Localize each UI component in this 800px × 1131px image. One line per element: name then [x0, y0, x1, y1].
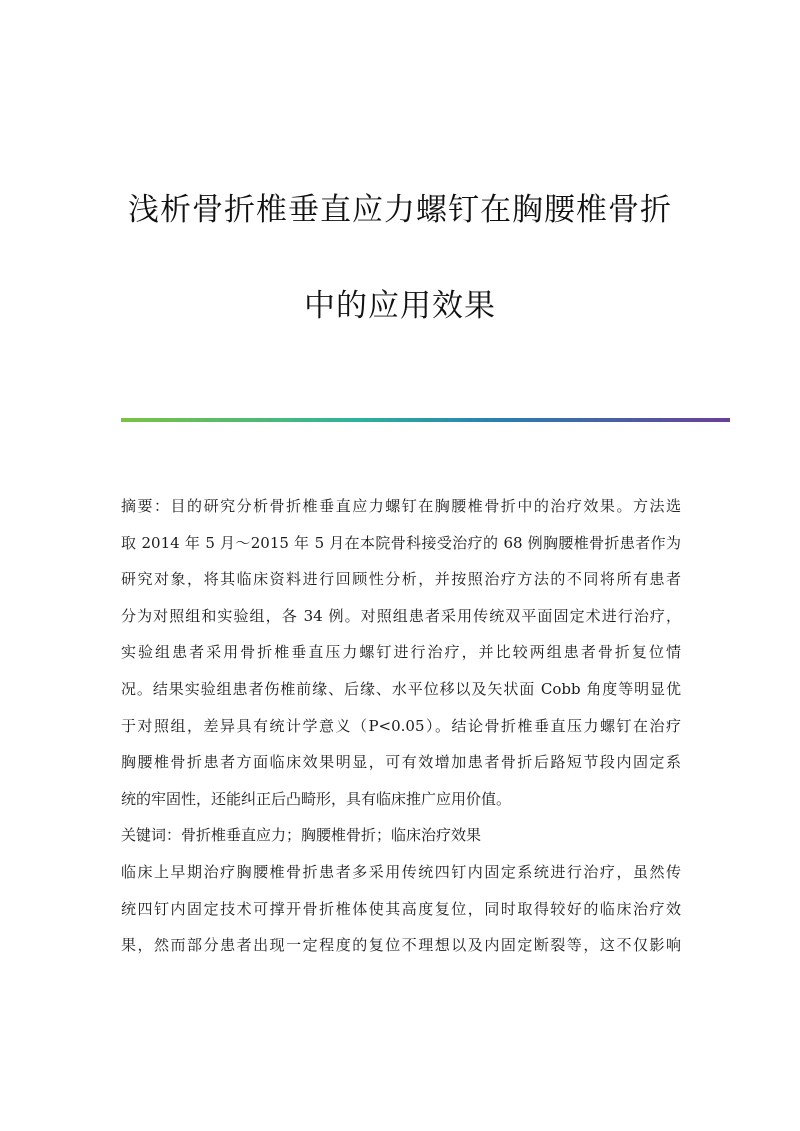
abstract-line: 于对照组，差异具有统计学意义（P<0.05）。结论骨折椎垂直压力螺钉在治疗 [121, 716, 681, 735]
title-divider [121, 418, 730, 422]
abstract-line: 况。结果实验组患者伤椎前缘、后缘、水平位移以及矢状面 Cobb 角度等明显优 [121, 679, 681, 698]
abstract-line: 统的牢固性，还能纠正后凸畸形，具有临床推广应用价值。 [121, 789, 512, 808]
abstract-line: 实验组患者采用骨折椎垂直压力螺钉进行治疗，并比较两组患者骨折复位情 [121, 643, 681, 662]
title-line-2: 中的应用效果 [304, 288, 496, 324]
abstract-line: 分为对照组和实验组，各 34 例。对照组患者采用传统双平面固定术进行治疗， [121, 606, 681, 625]
abstract-line: 胸腰椎骨折患者方面临床效果明显，可有效增加患者骨折后路短节段内固定系 [121, 753, 681, 772]
intro-paragraph [121, 854, 681, 964]
intro-line: 临床上早期治疗胸腰椎骨折患者多采用传统四钉内固定系统进行治疗，虽然传 [121, 862, 681, 881]
intro-line: 果，然而部分患者出现一定程度的复位不理想以及内固定断裂等，这不仅影响 [121, 936, 681, 955]
document-body [121, 488, 681, 964]
document-title [100, 184, 700, 332]
keywords-line: 关键词：骨折椎垂直应力；胸腰椎骨折；临床治疗效果 [121, 826, 482, 845]
abstract-line: 取 2014 年 5 月～2015 年 5 月在本院骨科接受治疗的 68 例胸腰椎骨折患者作为 [121, 533, 681, 552]
keywords-paragraph [121, 817, 681, 854]
abstract-line: 摘要：目的研究分析骨折椎垂直应力螺钉在胸腰椎骨折中的治疗效果。方法选 [121, 497, 681, 515]
abstract-line: 研究对象，将其临床资料进行回顾性分析，并按照治疗方法的不同将所有患者 [121, 570, 681, 589]
abstract-paragraph [121, 488, 681, 817]
intro-line: 统四钉内固定技术可撑开骨折椎体使其高度复位，同时取得较好的临床治疗效 [121, 899, 681, 918]
title-line-1: 浅析骨折椎垂直应力螺钉在胸腰椎骨折 [128, 192, 672, 228]
